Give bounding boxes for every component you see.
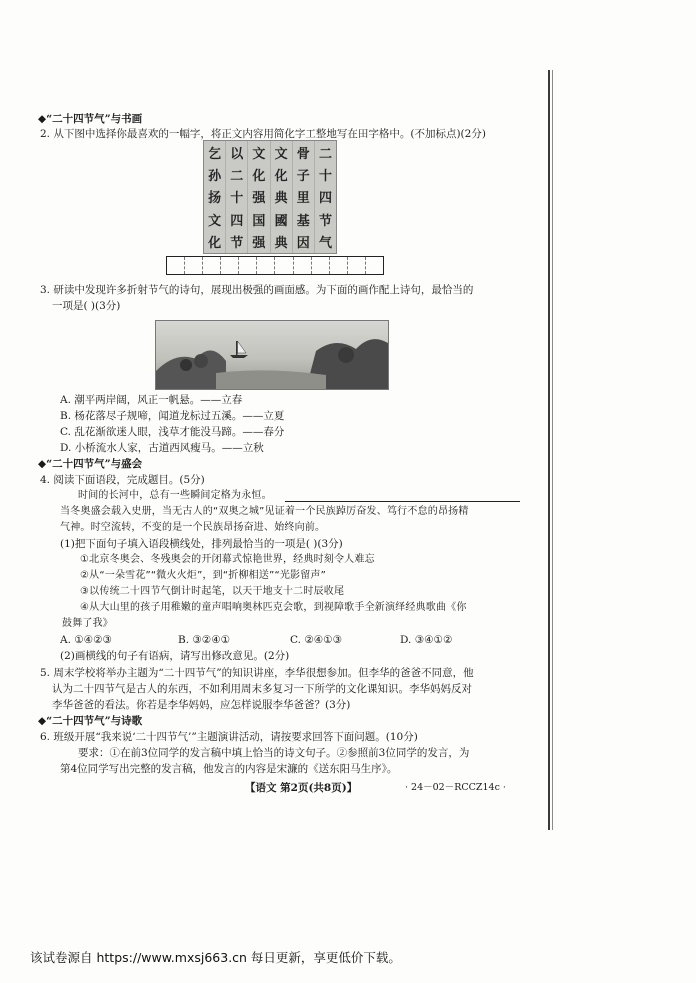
calligraphy-char: 二 [318,146,332,162]
question-3-line2: 一项是( )(3分) [52,300,121,312]
calligraphy-char: 十 [318,169,332,185]
calligraphy-char: 骨 [296,146,310,162]
question-5-line1: 5. 周末学校将举办主题为“二十四节气”的知识讲座，李华很想参加。但李华的爸爸不同意，他 [40,667,474,679]
question-6-line3: 第4位同学写出完整的发言稿，他发言的内容是宋濂的《送东阳马生序》。 [60,763,398,775]
choice-b: B. ③②④① [178,634,231,646]
calligraphy-char: 文 [274,146,288,162]
sentence-4: ④从大山里的孩子用稚嫩的童声唱响奥林匹克会歌，到视障歌手全新演绎经典歌曲《你 [80,602,467,613]
section-title-poetry: ◆“二十四节气”与诗歌 [38,715,143,727]
calligraphy-char: 二 [230,169,244,185]
choice-c: C. ②④①③ [290,634,342,646]
option-b: B. 杨花落尽子规啼，闻道龙标过五溪。——立夏 [60,410,285,422]
calligraphy-char: 孙 [208,169,222,185]
calligraphy-char: 化 [252,169,266,185]
calligraphy-char: 乞 [208,146,222,162]
passage-line: 当冬奥盛会载入史册，当无古人的“双奥之城”见证着一个民族踔厉奋发、笃行不怠的昂扬精 [60,506,469,517]
landscape-painting [155,320,389,390]
sentence-4-cont: 鼓舞了我》 [62,618,113,629]
passage-line: 气神。时空流转，不变的是一个民族昂扬奋进、始终向前。 [60,522,326,533]
sentence-2: ②从“一朵雪花”“微火火炬”，到“折柳相送”“光影留声” [80,570,327,581]
calligraphy-column [292,141,314,253]
margin-rule-thin [552,70,553,830]
passage-line: 时间的长河中，总有一些瞬间定格为永恒。 [78,490,272,501]
option-c: C. 乱花渐欲迷人眼，浅草才能没马蹄。——春分 [60,426,285,438]
calligraphy-char: 化 [274,169,288,185]
question-5-line3: 李华爸爸的看法。你若是李华妈妈，应怎样说服李华爸爸？(3分) [52,699,351,711]
blank-line [285,501,520,502]
option-d: D. 小桥流水人家，古道西风瘦马。——立秋 [60,442,264,454]
calligraphy-image [203,140,337,254]
section-title-calligraphy: ◆“二十四节气”与书画 [38,113,143,125]
sentence-3: ③以传统二十四节气倒计时起笔，以天干地支十二时辰收尾 [80,586,345,597]
option-a: A. 潮平两岸阔，风正一帆悬。——立春 [60,394,243,406]
choice-a: A. ①④②③ [60,634,112,646]
page-footer-code: · 24－02－RCCZ14c · [405,782,506,793]
calligraphy-char: 基 [296,213,310,229]
calligraphy-column [225,141,247,253]
sentence-1: ①北京冬奥会、冬残奥会的开闭幕式惊艳世界，经典时刻令人难忘 [80,554,375,565]
calligraphy-column [270,141,292,253]
calligraphy-char: 十 [230,191,244,207]
calligraphy-char: 典 [274,191,288,207]
calligraphy-char: 节 [230,236,244,252]
calligraphy-char: 强 [252,191,266,207]
calligraphy-char: 四 [230,213,244,229]
calligraphy-char: 國 [274,213,288,229]
calligraphy-char: 国 [252,213,266,229]
section-title-event: ◆“二十四节气”与盛会 [38,458,143,470]
question-4-2: (2)画横线的句子有语病，请写出修改意见。(2分) [60,650,290,662]
question-4: 4. 阅读下面语段，完成题目。(5分) [40,474,205,486]
question-2: 2. 从下图中选择你最喜欢的一幅字，将正文内容用简化字工整地写在田字格中。(不加标点)(2分) [40,128,486,140]
question-6-line1: 6. 班级开展“我来说‘二十四节气’”主题演讲活动，请按要求回答下面问题。(10分) [40,731,418,743]
question-3-line1: 3. 研读中发现许多折射节气的诗句，展现出极强的画面感。为下面的画作配上诗句，最恰当的 [40,284,474,296]
calligraphy-column [204,141,225,253]
margin-rule [548,70,550,830]
calligraphy-char: 化 [208,236,222,252]
calligraphy-char: 文 [252,146,266,162]
question-4-1: (1)把下面句子填入语段横线处，排列最恰当的一项是( )(3分) [60,538,343,550]
calligraphy-char: 强 [252,236,266,252]
page-footer-label: 【语文 第2页(共8页)】 [245,782,358,794]
calligraphy-column [314,141,336,253]
calligraphy-column [247,141,269,253]
calligraphy-char: 气 [318,236,332,252]
question-5-line2: 认为二十四节气是古人的东西，不如利用周末多复习一下所学的文化课知识。李华妈妈反对 [52,683,472,695]
calligraphy-char: 因 [296,236,310,252]
writing-grid[interactable] [166,256,384,275]
calligraphy-char: 以 [230,146,244,162]
calligraphy-char: 四 [318,191,332,207]
calligraphy-char: 节 [318,213,332,229]
choice-d: D. ③④①② [400,634,453,646]
calligraphy-char: 子 [296,169,310,185]
calligraphy-char: 典 [274,236,288,252]
source-note: 该试卷源自 https://www.mxsj663.cn 每日更新，享更低价下载。 [30,950,401,965]
question-6-line2: 要求：①在前3位同学的发言稿中填上恰当的诗文句子。②参照前3位同学的发言，为 [78,747,470,759]
calligraphy-char: 里 [296,191,310,207]
calligraphy-char: 扬 [208,191,222,207]
calligraphy-char: 文 [208,213,222,229]
